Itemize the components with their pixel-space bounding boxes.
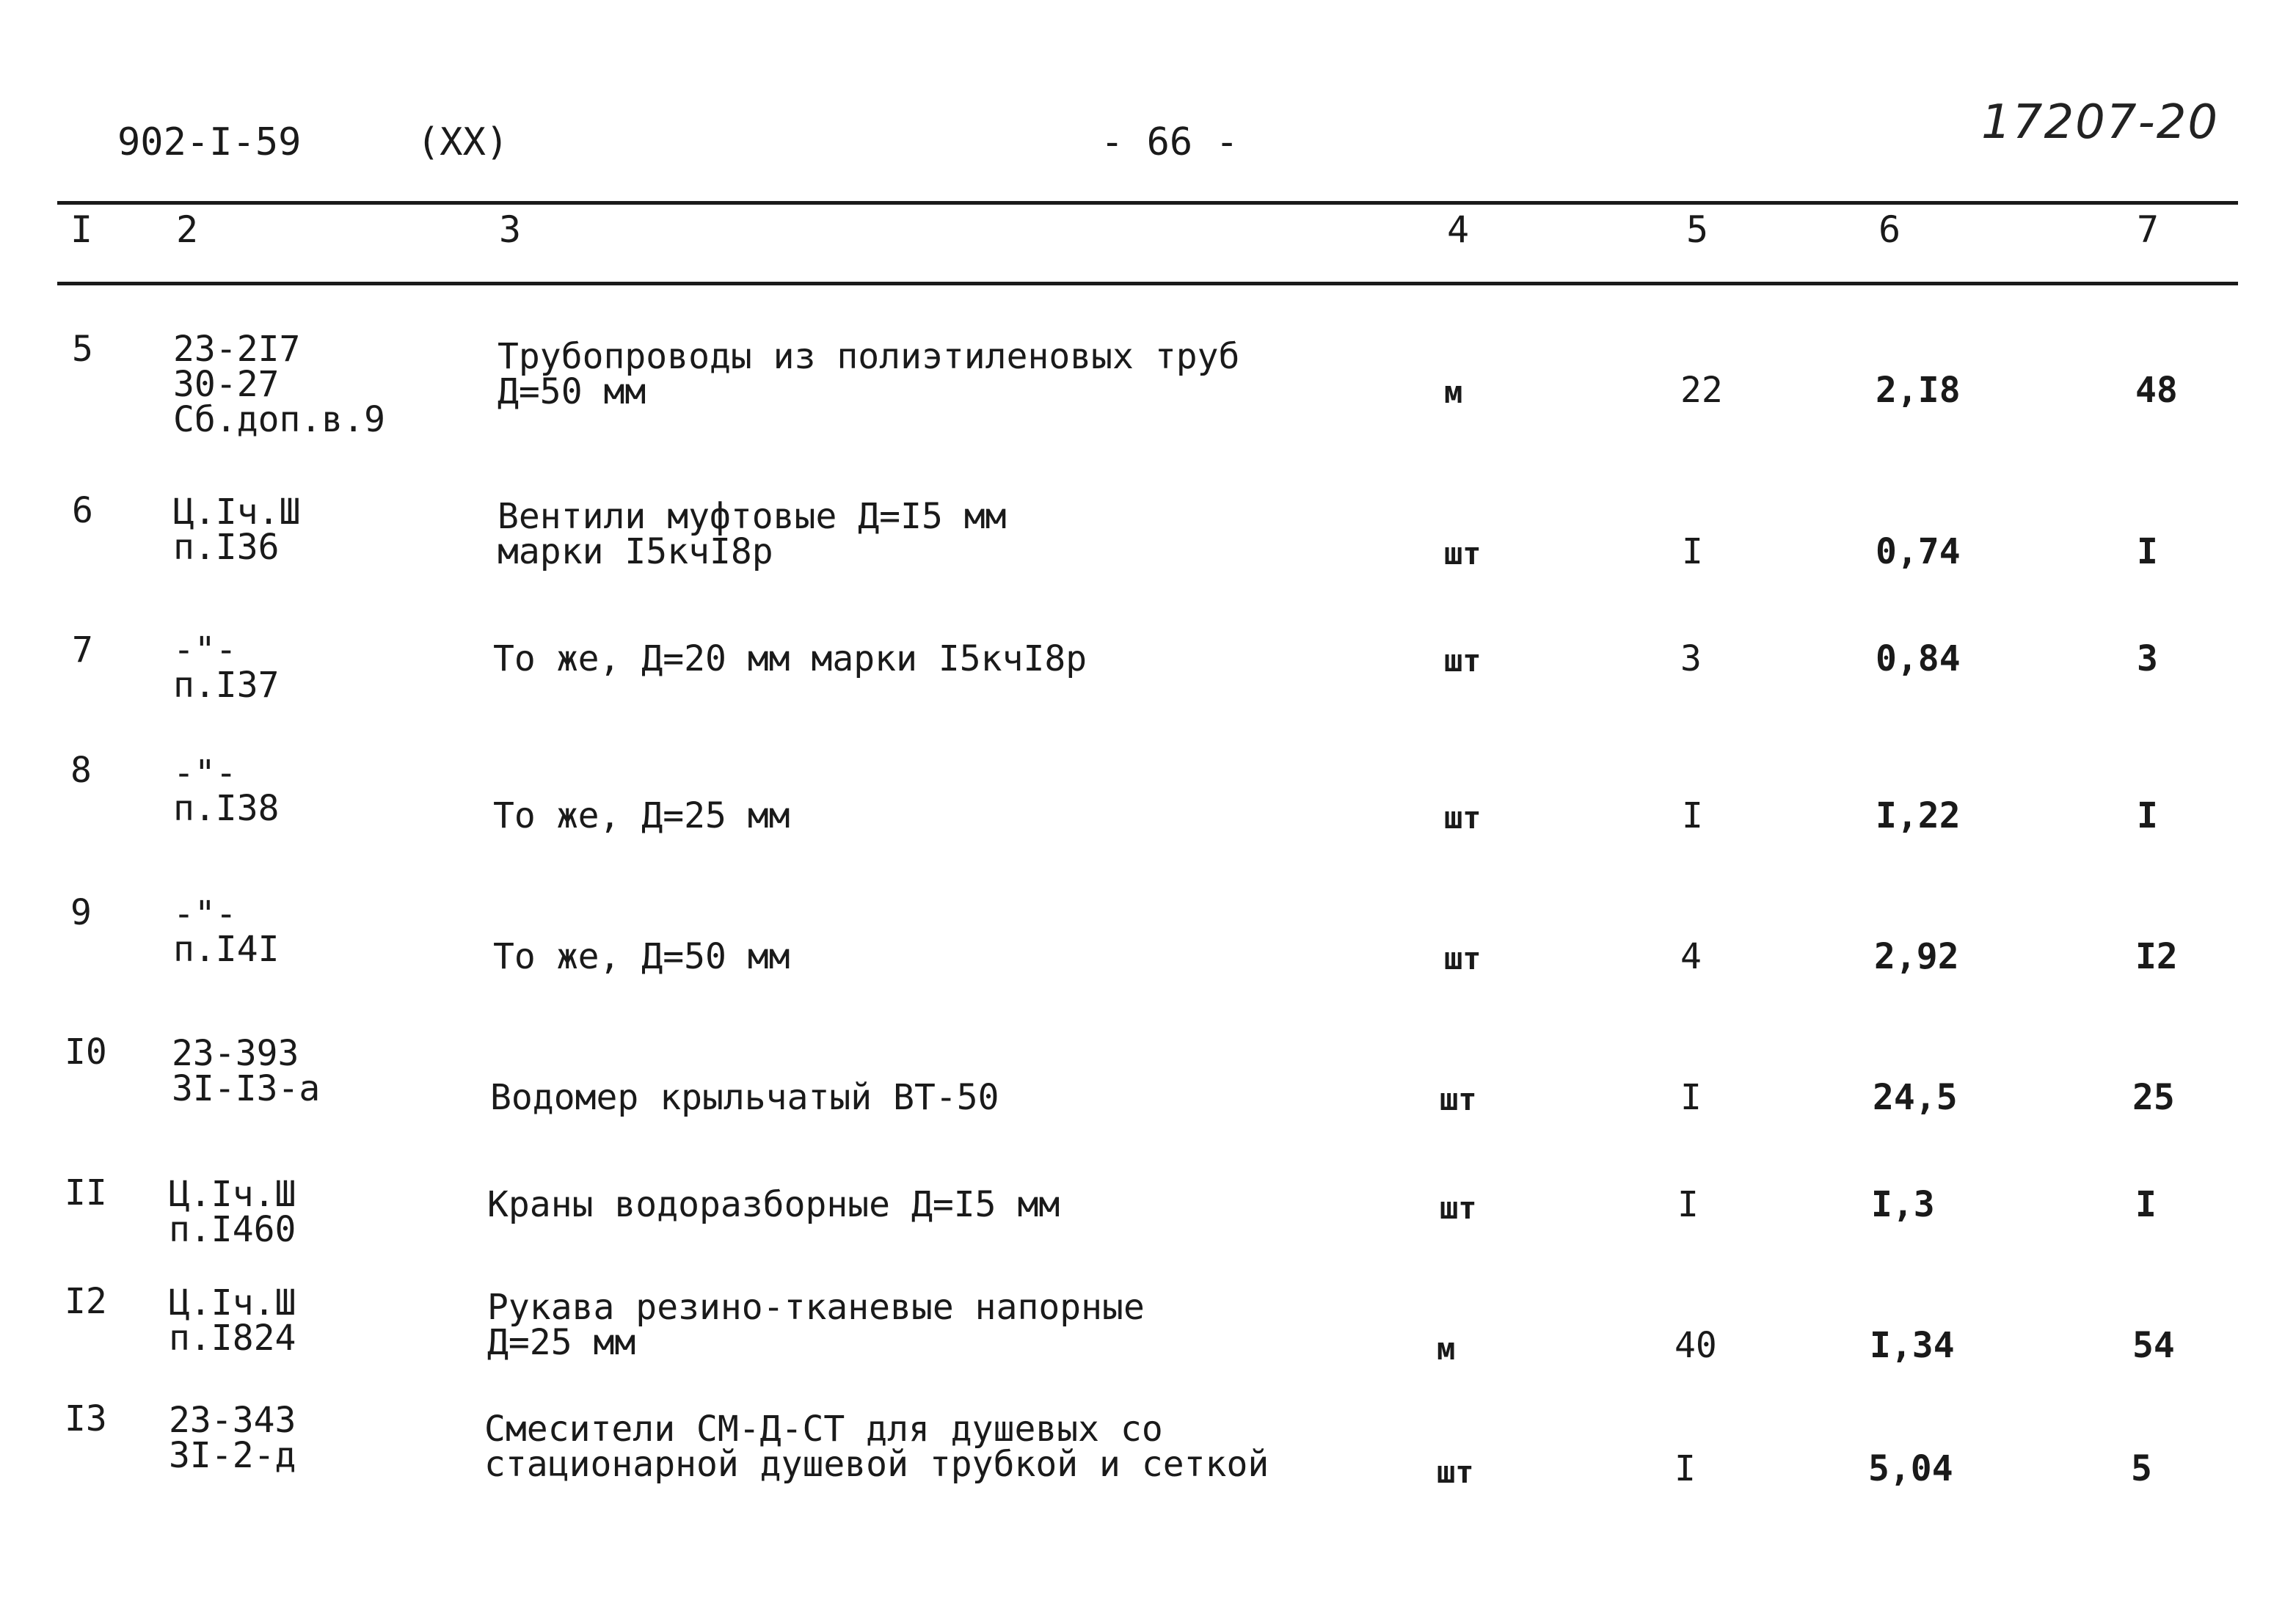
- column-header-1: I: [70, 208, 93, 251]
- row-number: I0: [65, 1031, 107, 1073]
- desc-line: Рукава резино-тканевые напорные: [487, 1287, 1145, 1328]
- row-quantity: 22: [1680, 370, 1723, 411]
- ref-line: п.I38: [173, 788, 280, 829]
- desc-line: стационарной душевой трубкой и сеткой: [484, 1444, 1269, 1485]
- row-number: 5: [72, 329, 93, 370]
- row-unit: шт: [1444, 800, 1482, 836]
- row-number: 7: [72, 629, 93, 671]
- row-reference: [173, 329, 385, 440]
- row-price: 0,74: [1876, 531, 1961, 572]
- row-quantity: I: [1682, 795, 1703, 836]
- desc-line: То же, Д=20 мм марки I5кчI8р: [493, 638, 1087, 679]
- column-header-3: 3: [499, 208, 522, 251]
- row-reference: [173, 894, 280, 970]
- row-number: I3: [65, 1398, 107, 1439]
- row-price: I,34: [1870, 1325, 1955, 1366]
- row-description: [498, 496, 1007, 572]
- column-header-4: 4: [1447, 208, 1470, 251]
- row-total: 48: [2135, 370, 2178, 411]
- desc-line: Д=50 мм: [498, 371, 646, 412]
- row-price: I,3: [1871, 1184, 1935, 1225]
- ref-line: п.I460: [169, 1209, 296, 1250]
- row-number: 9: [70, 892, 92, 933]
- ref-line: п.I36: [173, 527, 280, 568]
- row-total: 3: [2137, 638, 2158, 679]
- row-price: 24,5: [1873, 1077, 1958, 1118]
- ref-line: Ц.Iч.Ш: [173, 492, 301, 533]
- row-quantity: I: [1677, 1184, 1699, 1225]
- desc-line: Д=25 мм: [487, 1322, 636, 1363]
- ref-line: Ц.Iч.Ш: [169, 1174, 296, 1215]
- row-description: [487, 1184, 1060, 1225]
- row-unit: шт: [1444, 941, 1482, 976]
- top-rule: [57, 201, 2238, 205]
- row-unit: шт: [1444, 536, 1482, 572]
- row-number: I2: [65, 1281, 107, 1322]
- ref-line: 30-27: [173, 364, 280, 405]
- row-unit: шт: [1437, 1454, 1474, 1490]
- column-header-7: 7: [2137, 208, 2160, 251]
- row-reference: [173, 753, 280, 829]
- ref-line: п.I824: [169, 1318, 296, 1359]
- row-total: I: [2135, 1184, 2157, 1225]
- row-description: [487, 1287, 1145, 1363]
- desc-line: Смесители СМ-Д-СТ для душевых со: [484, 1409, 1163, 1450]
- row-reference: [169, 1174, 296, 1250]
- row-price: 2,92: [1874, 936, 1959, 977]
- column-header-5: 5: [1686, 208, 1709, 251]
- ref-line: Ц.Iч.Ш: [169, 1282, 296, 1323]
- row-reference: [173, 492, 301, 568]
- row-reference: [169, 1400, 296, 1476]
- row-total: 54: [2132, 1325, 2175, 1366]
- column-header-6: 6: [1878, 208, 1901, 251]
- row-quantity: 3: [1680, 638, 1702, 679]
- row-description: [498, 336, 1240, 412]
- row-unit: шт: [1440, 1190, 1477, 1226]
- row-description: [490, 1077, 999, 1118]
- row-quantity: 40: [1674, 1325, 1717, 1366]
- row-unit: м: [1437, 1331, 1456, 1367]
- section-number: (XX): [417, 120, 509, 164]
- row-quantity: 4: [1680, 936, 1702, 977]
- desc-line: Трубопроводы из полиэтиленовых труб: [498, 336, 1240, 377]
- row-price: 5,04: [1868, 1448, 1953, 1489]
- desc-line: То же, Д=25 мм: [493, 795, 790, 836]
- ref-line: 3I-I3-а: [172, 1068, 321, 1109]
- ref-line: -"-: [173, 894, 237, 935]
- row-total: I2: [2135, 936, 2178, 977]
- header-rule: [57, 282, 2238, 285]
- row-reference: [169, 1282, 296, 1359]
- row-number: 8: [70, 750, 92, 791]
- desc-line: Водомер крыльчатый ВТ-50: [490, 1077, 999, 1118]
- ref-line: п.I37: [173, 665, 280, 706]
- row-description: [493, 795, 790, 836]
- document-code: 902-I-59: [117, 120, 302, 164]
- row-quantity: I: [1682, 531, 1703, 572]
- row-total: 25: [2132, 1077, 2175, 1118]
- row-total: 5: [2131, 1448, 2152, 1489]
- row-unit: шт: [1440, 1081, 1477, 1117]
- row-description: [493, 638, 1087, 679]
- ref-line: п.I4I: [173, 929, 280, 970]
- desc-line: То же, Д=50 мм: [493, 936, 790, 977]
- ref-line: 3I-2-д: [169, 1435, 296, 1476]
- row-price: 2,I8: [1876, 370, 1961, 411]
- ref-line: -"-: [173, 753, 237, 794]
- ref-line: 23-343: [169, 1400, 296, 1441]
- ref-line: Сб.доп.в.9: [173, 399, 385, 440]
- ref-line: -"-: [173, 629, 237, 671]
- row-description: [493, 936, 790, 977]
- desc-line: Краны водоразборные Д=I5 мм: [487, 1184, 1060, 1225]
- row-total: I: [2137, 531, 2158, 572]
- row-reference: [172, 1033, 321, 1109]
- row-total: I: [2137, 795, 2158, 836]
- ref-line: 23-393: [172, 1033, 299, 1074]
- column-header-2: 2: [176, 208, 199, 251]
- row-quantity: I: [1680, 1077, 1702, 1118]
- desc-line: Вентили муфтовые Д=I5 мм: [498, 496, 1007, 537]
- handwritten-number: 17207-20: [1981, 95, 2220, 150]
- row-price: 0,84: [1876, 638, 1961, 679]
- row-unit: шт: [1444, 643, 1482, 679]
- row-unit: м: [1444, 374, 1463, 410]
- ref-line: 23-2I7: [173, 329, 301, 370]
- row-number: 6: [72, 490, 93, 531]
- row-number: II: [65, 1172, 107, 1213]
- row-reference: [173, 629, 280, 706]
- row-price: I,22: [1876, 795, 1961, 836]
- desc-line: марки I5кчI8р: [498, 531, 773, 572]
- row-quantity: I: [1674, 1448, 1696, 1489]
- row-description: [484, 1409, 1269, 1485]
- page-number: - 66 -: [1101, 120, 1239, 164]
